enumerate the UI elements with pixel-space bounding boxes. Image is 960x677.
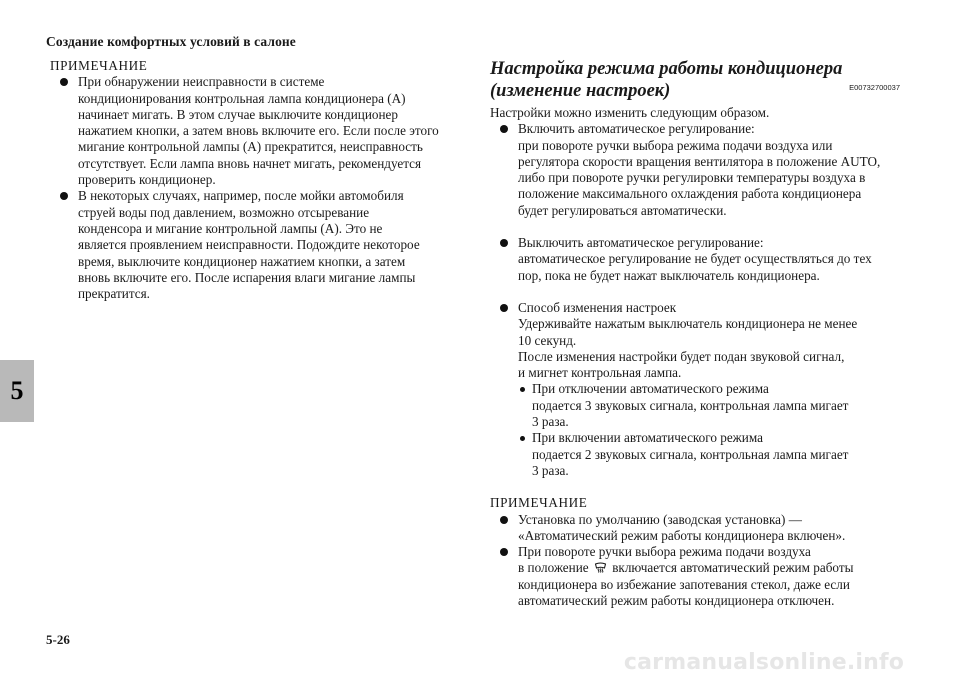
settings-item	[490, 121, 910, 219]
text-line: кондиционирования контрольная лампа кондиционера (A)	[78, 90, 406, 106]
text-line: пор, пока не будет нажат выключатель кондиционера.	[518, 267, 820, 283]
text-line: прекратится.	[78, 286, 150, 302]
text-line: является проявлением неисправности. Подождите некоторое	[78, 237, 420, 253]
text-line: Включить автоматическое регулирование:	[518, 121, 755, 137]
text-line: Способ изменения настроек	[518, 299, 677, 315]
note-title: ПРИМЕЧАНИЕ	[50, 58, 148, 73]
text-line: будет регулироваться автоматически.	[518, 202, 727, 218]
note-item	[50, 74, 465, 188]
note-list	[50, 74, 465, 302]
intro-text: Настройки можно изменить следующим образом.	[490, 105, 770, 120]
text-line: время, выключите кондиционер нажатием кнопки, а затем	[78, 253, 406, 269]
note-item	[490, 544, 910, 609]
note-item	[50, 188, 465, 302]
text-line: конденсора и мигание контрольной лампы (A). Это не	[78, 220, 383, 236]
note-item	[490, 512, 910, 545]
document-code: E00732700037	[849, 83, 900, 92]
text-line: нажатием кнопки, а затем вновь включите его. Если после этого	[78, 123, 439, 139]
section-title	[490, 58, 910, 102]
right-column	[490, 58, 910, 609]
text-line: положение максимального охлаждения работа кондиционера	[518, 186, 862, 202]
text-line: регулятора скорости вращения вентилятора в положение AUTO,	[518, 153, 881, 169]
section-title-line: Настройка режима работы кондиционера	[490, 59, 843, 79]
bullet-icon	[500, 548, 508, 556]
small-bullet-icon	[520, 436, 525, 441]
text-line: 3 раза.	[532, 462, 569, 478]
text-line: либо при повороте ручки регулировки температуры воздуха в	[518, 170, 866, 186]
bullet-icon	[60, 78, 68, 86]
page-number: 5-26	[46, 632, 70, 647]
text-line: Выключить автоматическое регулирование:	[518, 235, 764, 251]
text-line: подается 3 звуковых сигнала, контрольная лампа мигает	[532, 397, 849, 413]
text-line: автоматическое регулирование не будет осуществляться до тех	[518, 251, 872, 267]
text-line: При отключении автоматического режима	[532, 381, 769, 397]
text-line: и мигнет контрольная лампа.	[518, 365, 682, 381]
spacer	[490, 284, 910, 300]
text-line: В некоторых случаях, например, после мойки автомобиля	[78, 188, 404, 204]
chapter-number: 5	[10, 376, 24, 405]
sub-list	[518, 381, 910, 479]
text-line: При повороте ручки выбора режима подачи воздуха	[518, 544, 811, 560]
text-line: отсутствует. Если лампа вновь начнет мигать, рекомендуется	[78, 155, 422, 171]
note-title: ПРИМЕЧАНИЕ	[490, 495, 588, 511]
chapter-tab	[0, 360, 34, 422]
settings-item	[490, 300, 910, 479]
sub-item	[518, 381, 910, 430]
text-line: автоматический режим работы кондиционера отключен.	[518, 593, 835, 609]
text-fragment: включается автоматический режим работы	[612, 560, 854, 576]
text-line: 3 раза.	[532, 414, 569, 430]
text-line	[518, 560, 910, 576]
watermark: carmanualsonline.info	[623, 650, 905, 675]
defroster-icon	[594, 562, 607, 573]
section-title-line: (изменение настроек)	[490, 81, 671, 101]
text-line: кондиционера во избежание запотевания стекол, даже если	[518, 576, 850, 592]
small-bullet-icon	[520, 387, 525, 392]
text-line: подается 2 звуковых сигнала, контрольная лампа мигает	[532, 446, 849, 462]
text-line: начинает мигать. В этом случае выключите кондиционер	[78, 106, 398, 122]
bullet-icon	[500, 239, 508, 247]
text-line: При включении автоматического режима	[532, 430, 763, 446]
bullet-icon	[500, 304, 508, 312]
text-line: струей воды под давлением, возможно отсыревание	[78, 204, 370, 220]
text-line: 10 секунд.	[518, 332, 577, 348]
text-line: мигание контрольной лампы (A) прекратится, неисправность	[78, 139, 423, 155]
text-line: При обнаружении неисправности в системе	[78, 74, 325, 90]
spacer	[490, 479, 910, 495]
text-line: После изменения настройки будет подан звуковой сигнал,	[518, 348, 845, 364]
settings-list	[490, 121, 910, 479]
bullet-icon	[500, 125, 508, 133]
text-fragment: в положение	[518, 560, 589, 576]
text-line: вновь включите его. После испарения влаги мигание лампы	[78, 269, 416, 285]
text-line: «Автоматический режим работы кондиционера включен».	[518, 527, 846, 543]
left-column	[50, 58, 465, 302]
spacer	[490, 219, 910, 235]
bullet-icon	[60, 192, 68, 200]
text-line: Установка по умолчанию (заводская установка) —	[518, 511, 802, 527]
settings-item	[490, 235, 910, 284]
sub-item	[518, 430, 910, 479]
text-line: при повороте ручки выбора режима подачи воздуха или	[518, 137, 833, 153]
bullet-icon	[500, 516, 508, 524]
text-line: проверить кондиционер.	[78, 172, 216, 188]
text-line: Удерживайте нажатым выключатель кондиционера не менее	[518, 316, 858, 332]
note-list	[490, 512, 910, 610]
page-header: Создание комфортных условий в салоне	[46, 34, 296, 49]
